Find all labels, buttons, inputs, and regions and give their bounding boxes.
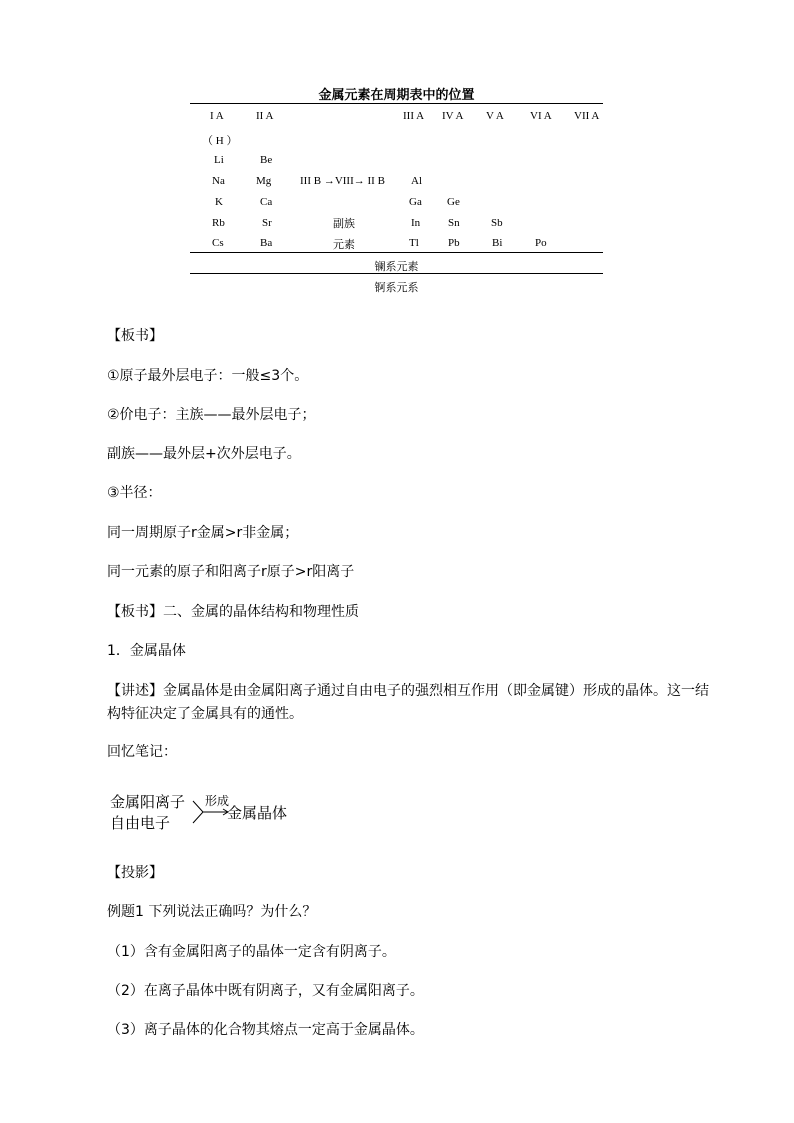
table-mid-rule (190, 252, 603, 253)
header-viia: VII A (574, 110, 600, 122)
transition-label-1: 副族 (333, 217, 355, 230)
elem-pb: Pb (448, 237, 460, 249)
elem-ga: Ga (409, 196, 422, 208)
elem-sb: Sb (491, 217, 503, 229)
projection-heading: 【投影】 (107, 865, 163, 881)
elem-in: In (411, 217, 421, 229)
recall-notes: 回忆笔记： (107, 744, 177, 760)
elem-po: Po (535, 237, 547, 249)
note-6: 同一元素的原子和阳离子r原子>r阳离子 (107, 564, 355, 580)
diagram-result: 金属晶体 (227, 804, 288, 822)
header-ia: I A (210, 110, 224, 122)
lecture-paragraph: 【讲述】金属晶体是由金属阳离子通过自由电子的强烈相互作用（即金属键）形成的晶体。这一结构特征决定了金属具有的通性。 (107, 683, 709, 722)
elem-na: Na (212, 175, 225, 187)
note-1: ①原子最外层电子：一般≤3个。 (107, 368, 309, 384)
actinides: 锕系元系 (374, 281, 419, 294)
header-iiia: III A (403, 110, 425, 122)
elem-mg: Mg (256, 175, 272, 187)
formation-diagram (110, 791, 310, 831)
elem-ca: Ca (260, 196, 273, 208)
note-5: 同一周期原子r金属>r非金属； (107, 525, 299, 541)
elem-k: K (215, 196, 223, 208)
table-title: 金属元素在周期表中的位置 (318, 88, 475, 103)
transition-range: III B →VIII→ II B (300, 175, 385, 187)
header-iva: IV A (442, 110, 464, 122)
question-1: （1）含有金属阳离子的晶体一定含有阴离子。 (107, 944, 396, 960)
elem-tl: Tl (409, 237, 419, 249)
note-2: ②价电子：主族——最外层电子； (107, 407, 316, 423)
board-heading-1: 【板书】 (107, 328, 163, 344)
header-va: V A (486, 110, 504, 122)
example-title: 例题1 下列说法正确吗？为什么？ (107, 904, 317, 920)
elem-li: Li (214, 154, 224, 166)
elem-be: Be (260, 154, 273, 166)
section-title: 1．金属晶体 (107, 643, 186, 659)
question-2: （2）在离子晶体中既有阴离子，又有金属阳离子。 (107, 983, 424, 999)
table-top-rule (190, 103, 603, 104)
diagram-arrow-icon (192, 799, 232, 825)
elem-ge: Ge (447, 196, 460, 208)
question-3: （3）离子晶体的化合物其熔点一定高于金属晶体。 (107, 1022, 424, 1038)
note-4: ③半径： (107, 485, 162, 501)
elem-al: Al (411, 175, 422, 187)
elem-sr: Sr (262, 217, 272, 229)
elem-ba: Ba (260, 237, 273, 249)
diagram-electron: 自由电子 (110, 814, 171, 832)
elem-cs: Cs (212, 237, 224, 249)
diagram-cation: 金属阳离子 (110, 793, 186, 811)
board-heading-2: 【板书】二、金属的晶体结构和物理性质 (107, 604, 359, 620)
hydrogen: （ H ） (202, 135, 238, 147)
table-bottom-rule (190, 273, 603, 274)
elem-sn: Sn (448, 217, 460, 229)
diagram-arrow-label: 形成 (205, 794, 230, 808)
lanthanides: 镧系元素 (374, 260, 419, 273)
elem-rb: Rb (212, 217, 225, 229)
note-3: 副族——最外层+次外层电子。 (107, 446, 301, 462)
elem-bi: Bi (492, 237, 503, 249)
transition-label-2: 元素 (333, 238, 355, 251)
header-iia: II A (256, 110, 274, 122)
header-via: VI A (530, 110, 552, 122)
